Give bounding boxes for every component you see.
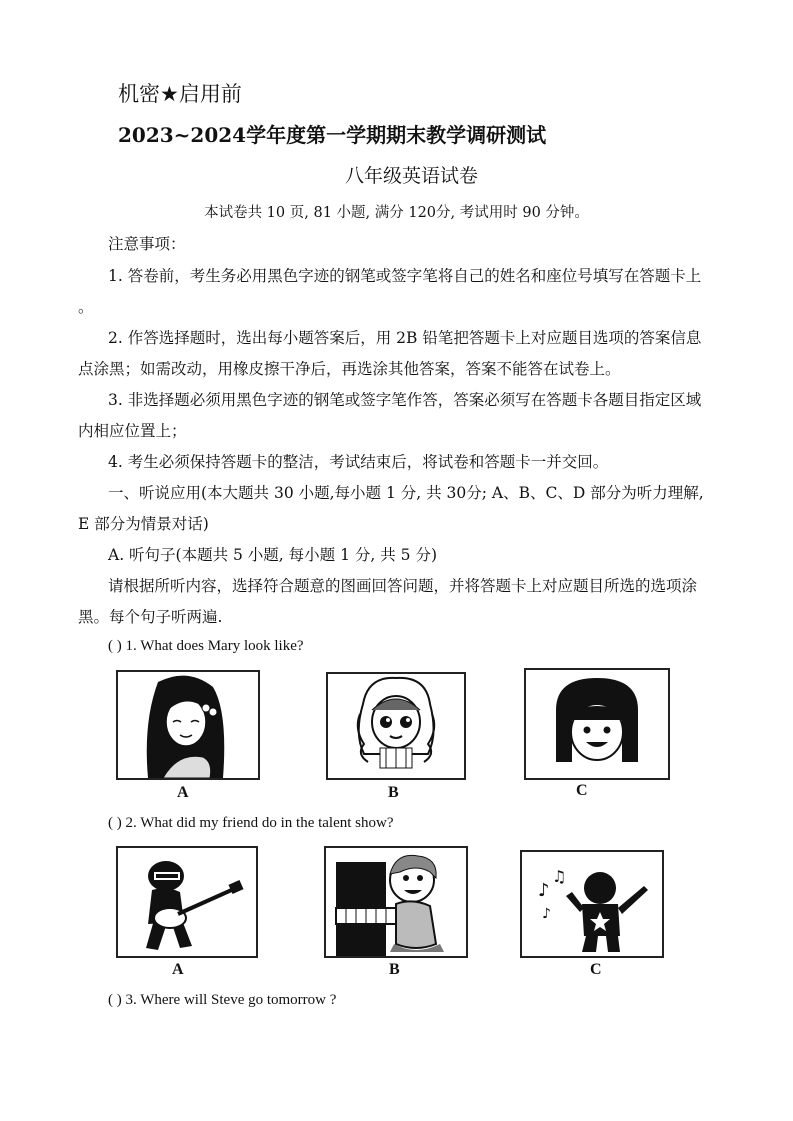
question-1: ( ) 1. What does Mary look like? — [108, 638, 304, 654]
svg-text:♪: ♪ — [542, 906, 551, 922]
exam-title: 2023~2024学年度第一学期期末教学调研测试 — [118, 123, 547, 147]
part-a-instruction-line1: 请根据所听内容，选择符合题意的图画回答问题，并将答题卡上对应题目所选的选项涂 — [108, 577, 698, 595]
note-item-2-line1: 2. 作答选择题时，选出每小题答案后，用 2B 铅笔把答题卡上对应题目选项的答案信息 — [108, 329, 702, 347]
q2-option-a-label: A — [172, 961, 184, 978]
note-item-3-line2: 内相应位置上； — [78, 422, 187, 440]
svg-text:♪: ♪ — [538, 880, 550, 901]
notes-heading: 注意事项： — [108, 235, 186, 253]
q1-option-c-image — [524, 668, 670, 780]
long-hair-girl-illustration — [118, 672, 258, 778]
exam-info: 本试卷共 10 页, 81 小题, 满分 120分, 考试用时 90 分钟。 — [204, 205, 589, 221]
subject-title: 八年级英语试卷 — [345, 165, 479, 187]
note-item-1-line1: 1. 答卷前，考生务必用黑色字迹的钢笔或签字笔将自己的姓名和座位号填写在答题卡上 — [108, 267, 702, 285]
part-a-instruction-line2: 黑。每个句子听两遍. — [78, 608, 223, 626]
guitar-player-illustration — [118, 848, 256, 956]
q2-option-a-image — [116, 846, 258, 958]
singer-illustration — [522, 852, 662, 956]
short-hair-girl-illustration — [526, 670, 668, 778]
q2-option-c-label: C — [590, 961, 602, 978]
q2-option-b-label: B — [389, 961, 400, 978]
q1-option-a-image — [116, 670, 260, 780]
section1-line1: 一、听说应用(本大题共 30 小题,每小题 1 分, 共 30分; A、B、C、D 部分为听力理解, — [108, 484, 704, 502]
section1-line2: E 部分为情景对话) — [78, 515, 209, 533]
note-item-3-line1: 3. 非选择题必须用黑色字迹的钢笔或签字笔作答，答案必须写在答题卡各题目指定区域 — [108, 391, 702, 409]
svg-text:♫: ♫ — [552, 867, 567, 886]
note-item-4: 4. 考生必须保持答题卡的整洁，考试结束后，将试卷和答题卡一并交回。 — [108, 453, 609, 471]
confidential-label: 机密★启用前 — [118, 82, 242, 106]
note-item-1-line2: 。 — [78, 298, 94, 316]
curly-hair-girl-illustration — [328, 674, 464, 778]
q2-option-c-image — [520, 850, 664, 958]
part-a-heading: A. 听句子(本题共 5 小题, 每小题 1 分, 共 5 分) — [108, 546, 437, 564]
question-2: ( ) 2. What did my friend do in the talent show? — [108, 815, 394, 831]
q2-option-b-image — [324, 846, 468, 958]
note-item-2-line2: 点涂黑；如需改动，用橡皮擦干净后，再选涂其他答案，答案不能答在试卷上。 — [78, 360, 621, 378]
q1-option-c-label: C — [576, 782, 588, 799]
q1-option-b-label: B — [388, 784, 399, 801]
piano-player-illustration — [326, 848, 466, 956]
question-3: ( ) 3. Where will Steve go tomorrow ? — [108, 992, 337, 1008]
q1-option-a-label: A — [177, 784, 189, 801]
q1-option-b-image — [326, 672, 466, 780]
